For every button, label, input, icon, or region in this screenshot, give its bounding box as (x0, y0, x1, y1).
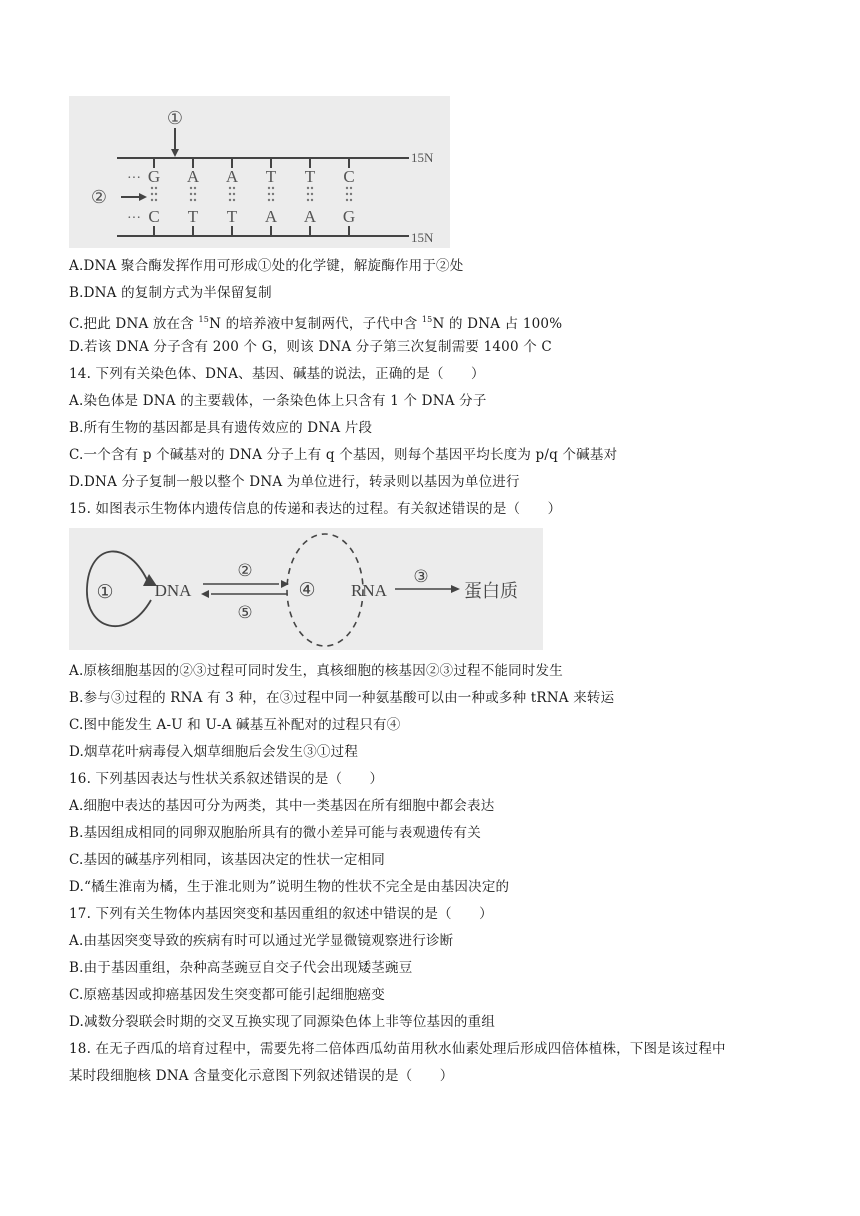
q16-option-a: A.细胞中表达的基因可分为两类，其中一类基因在所有细胞中都会表达 (69, 798, 495, 814)
q18-stem-line-1: 18. 在无子西瓜的培育过程中，需要先将二倍体西瓜幼苗用秋水仙素处理后形成四倍体植株，下图是该过程中 (69, 1041, 726, 1057)
label-circle-2: ② (90, 187, 108, 207)
q15-option-d: D.烟草花叶病毒侵入烟草细胞后会发生③①过程 (69, 744, 359, 760)
circle-1-label: ① (96, 582, 114, 603)
q18-stem-line-2: 某时段细胞核 DNA 含量变化示意图下列叙述错误的是（ ） (69, 1068, 454, 1084)
bottom-base-6: G (342, 207, 356, 226)
bottom-base-2: T (187, 207, 199, 226)
bottom-base-5: A (303, 207, 317, 226)
q14-option-a: A.染色体是 DNA 的主要载体，一条染色体上只含有 1 个 DNA 分子 (69, 393, 487, 409)
bottom-base-4: A (264, 207, 278, 226)
bottom-isotope-label: 15N (411, 230, 434, 245)
central-dogma-figure (69, 528, 543, 650)
q16-option-d: D.“橘生淮南为橘，生于淮北则为”说明生物的性状不完全是由基因决定的 (69, 879, 510, 895)
q13-option-b: B.DNA 的复制方式为半保留复制 (69, 285, 272, 301)
q15-stem: 15. 如图表示生物体内遗传信息的传递和表达的过程。有关叙述错误的是（ ） (69, 501, 562, 517)
dna-strand-figure (69, 96, 450, 248)
q14-option-c: C.一个含有 p 个碱基对的 DNA 分子上有 q 个基因，则每个基因平均长度为 p/q 个碱基对 (69, 447, 618, 463)
q17-option-c: C.原癌基因或抑癌基因发生突变都可能引起细胞癌变 (69, 987, 385, 1003)
q15-option-a: A.原核细胞基因的②③过程可同时发生，真核细胞的核基因②③过程不能同时发生 (69, 663, 563, 679)
q16-option-b: B.基因组成相同的同卵双胞胎所具有的微小差异可能与表观遗传有关 (69, 825, 481, 841)
bottom-base-1: C (148, 207, 160, 226)
circle-2-label: ② (237, 561, 253, 580)
top-base-5: T (304, 167, 316, 186)
bottom-base-3: T (226, 207, 238, 226)
q13-option-a: A.DNA 聚合酶发挥作用可形成①处的化学键，解旋酶作用于②处 (69, 258, 464, 274)
q16-stem: 16. 下列基因表达与性状关系叙述错误的是（ ） (69, 771, 384, 787)
circle-5-label: ⑤ (237, 603, 253, 622)
protein-label: 蛋白质 (464, 581, 518, 602)
q17-option-b: B.由于基因重组，杂种高茎豌豆自交子代会出现矮茎豌豆 (69, 960, 413, 976)
top-base-4: T (265, 167, 277, 186)
q16-option-c: C.基因的碱基序列相同，该基因决定的性状一定相同 (69, 852, 385, 868)
top-ellipsis: ··· (127, 171, 141, 186)
q15-option-c: C.图中能发生 A-U 和 U-A 碱基互补配对的过程只有④ (69, 717, 401, 733)
q17-option-a: A.由基因突变导致的疾病有时可以通过光学显微镜观察进行诊断 (69, 933, 454, 949)
circle-3-label: ③ (413, 567, 429, 586)
rna-label: RNA (351, 581, 387, 600)
q13-option-d: D.若该 DNA 分子含有 200 个 G，则该 DNA 分子第三次复制需要 1400 个 C (69, 339, 552, 355)
q14-option-b: B.所有生物的基因都是具有遗传效应的 DNA 片段 (69, 420, 373, 436)
top-base-6: C (343, 167, 355, 186)
q15-option-b: B.参与③过程的 RNA 有 3 种，在③过程中同一种氨基酸可以由一种或多种 tRNA 来转运 (69, 690, 615, 706)
circle-4-label: ④ (298, 580, 316, 601)
label-circle-1: ① (166, 108, 184, 128)
q17-option-d: D.减数分裂联会时期的交叉互换实现了同源染色体上非等位基因的重组 (69, 1014, 496, 1030)
q14-stem: 14. 下列有关染色体、DNA、基因、碱基的说法，正确的是（ ） (69, 366, 485, 382)
dna-label: DNA (154, 581, 192, 600)
top-base-3: A (225, 167, 239, 186)
bottom-ellipsis: ··· (127, 211, 141, 226)
q13-option-c: C.把此 DNA 放在含 $^{15}$N 的培养液中复制两代，子代中含 $^{15}$N 的 DNA 占 100% (69, 315, 563, 332)
q17-stem: 17. 下列有关生物体内基因突变和基因重组的叙述中错误的是（ ） (69, 906, 493, 922)
q14-option-d: D.DNA 分子复制一般以整个 DNA 为单位进行，转录则以基因为单位进行 (69, 474, 520, 490)
top-base-1: G (147, 167, 161, 186)
top-base-2: A (186, 167, 200, 186)
top-isotope-label: 15N (411, 150, 434, 165)
